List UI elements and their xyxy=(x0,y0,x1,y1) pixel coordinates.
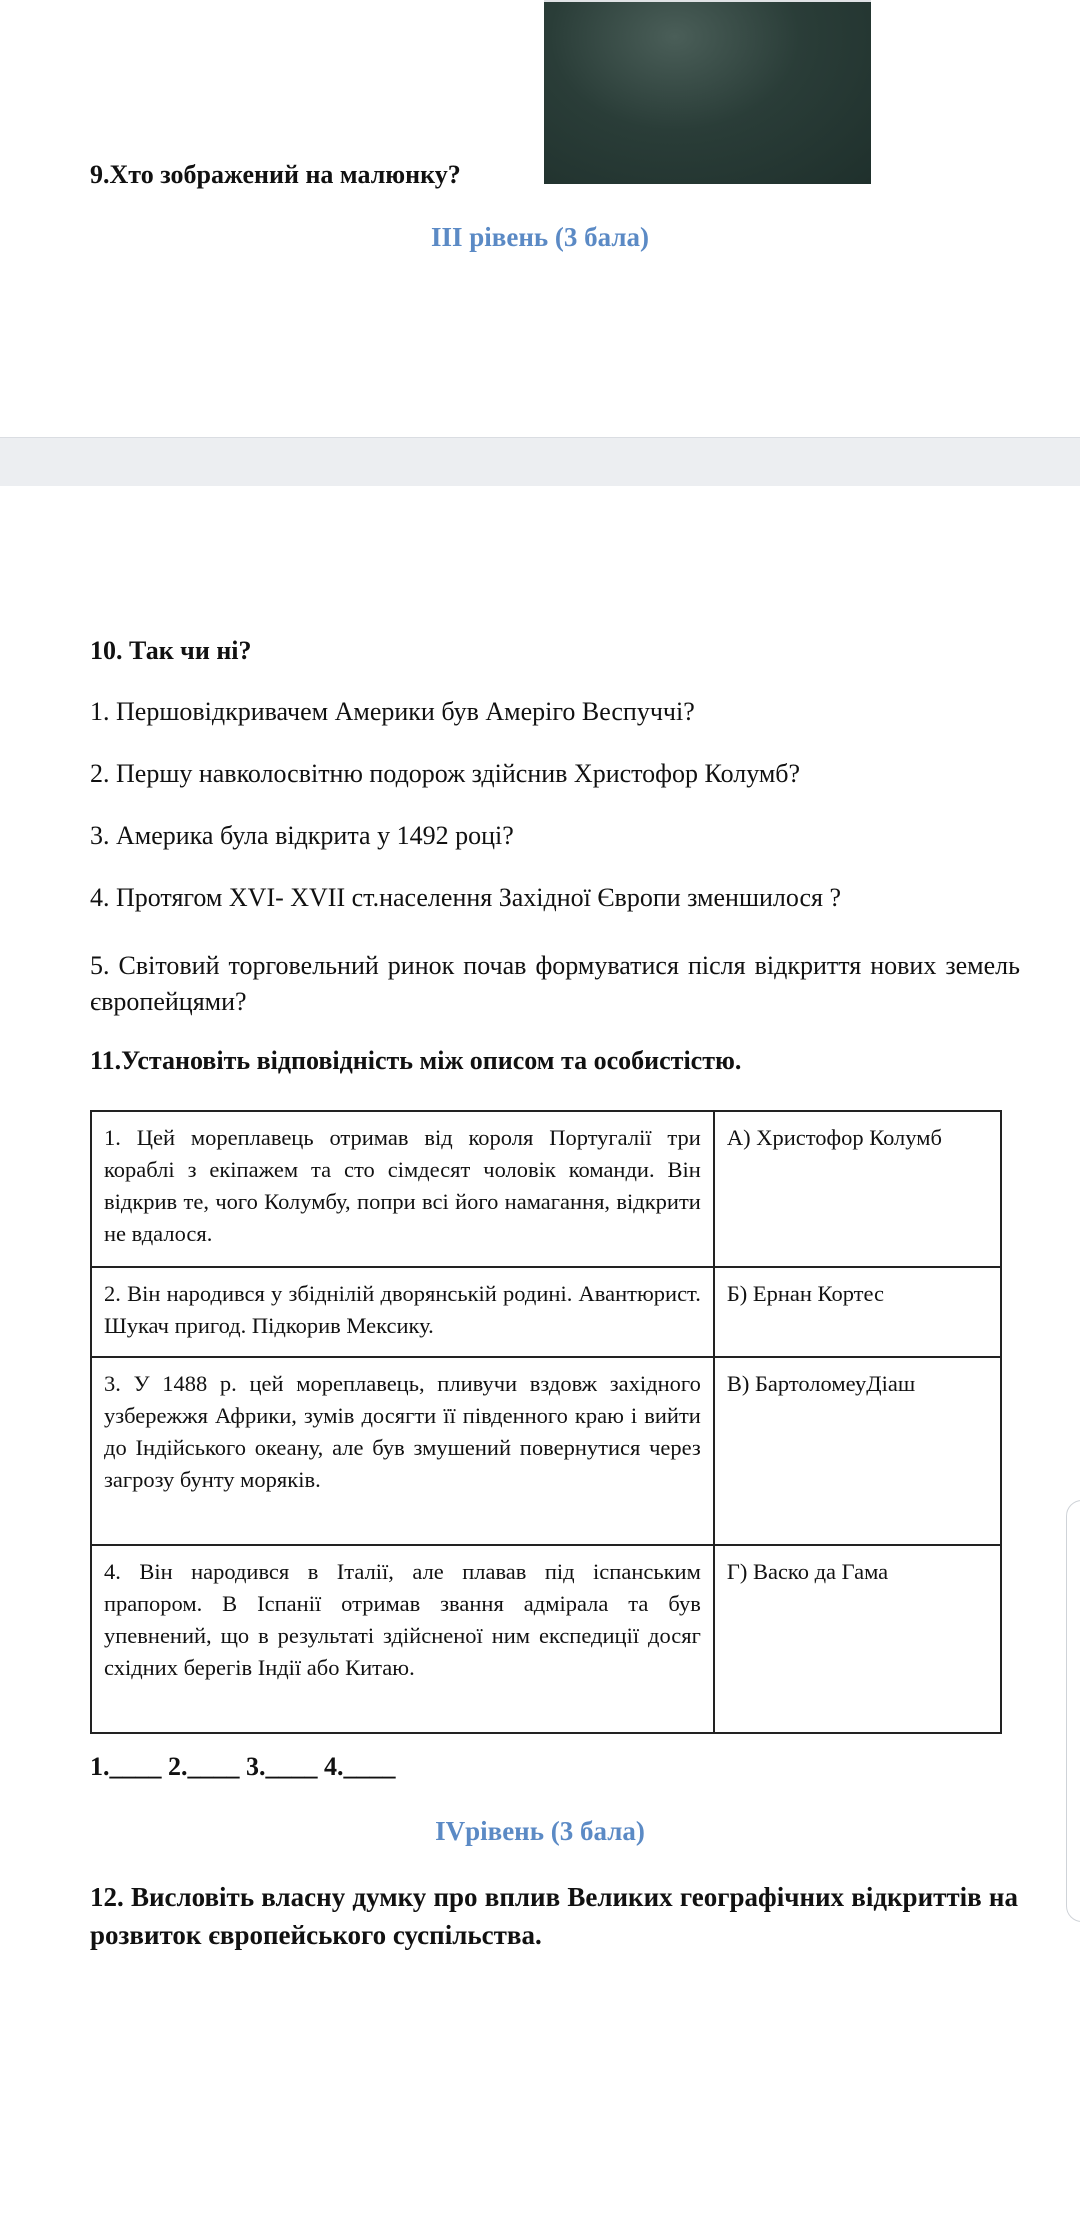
matching-table xyxy=(90,1110,1002,1734)
scrollbar-handle[interactable] xyxy=(1066,1500,1080,1922)
question-10-item: 5. Світовий торговельний ринок почав формуватися після відкриття нових земель європейцями? xyxy=(90,951,1020,1016)
table-row xyxy=(91,1357,1001,1545)
answer-blanks: 1.____ 2.____ 3.____ 4.____ xyxy=(90,1752,396,1781)
question-12: 12. Висловіть власну думку про вплив Великих географічних відкриттів на розвиток європейського суспільства. xyxy=(90,1882,1018,1950)
portrait-image xyxy=(544,0,871,184)
level-4-heading: IVрівень (3 бала) xyxy=(435,1816,645,1846)
description-cell: 4. Він народився в Італії, але плавав під іспанським прапором. В Іспанії отримав звання адмірала та був упевнений, що в результаті здійсненої ним експедиції досяг східних берегів Індії або Китаю. xyxy=(91,1545,714,1733)
document-page-1 xyxy=(0,0,1080,437)
table-row xyxy=(91,1111,1001,1267)
question-9: 9.Хто зображений на малюнку? xyxy=(90,160,461,189)
image-edge xyxy=(544,0,871,2)
document-page-2 xyxy=(0,486,1080,2220)
option-cell: В) БартоломеуДіаш xyxy=(714,1357,1001,1545)
description-cell: 3. У 1488 р. цей мореплавець, пливучи вздовж західного узбережжя Африки, зумів досягти її південного краю і вийти до Індійського океану, але був змушений повернутися через загрозу бунту моряків. xyxy=(91,1357,714,1545)
question-11-title: 11.Установіть відповідність між описом та особистістю. xyxy=(90,1046,742,1075)
question-10-item: 2. Першу навколосвітню подорож здійснив Христофор Колумб? xyxy=(90,759,801,788)
option-cell: Г) Васко да Гама xyxy=(714,1545,1001,1733)
question-10-item: 1. Першовідкривачем Америки був Амеріго Веспуччі? xyxy=(90,697,695,726)
level-3-heading: ІІІ рівень (3 бала) xyxy=(430,222,650,252)
question-10-item: 4. Протягом XVI- XVII ст.населення Західної Європи зменшилося ? xyxy=(90,883,842,912)
table-row xyxy=(91,1267,1001,1357)
table-row xyxy=(91,1545,1001,1733)
description-cell: 1. Цей мореплавець отримав від короля Португалії три кораблі з екіпажем та сто сімдесят чоловік команди. Він відкрив те, чого Колумбу, попри всі його намагання, відкрити не вдалося. xyxy=(91,1111,714,1267)
question-10-title: 10. Так чи ні? xyxy=(90,636,252,665)
question-10-item: 3. Америка була відкрита у 1492 році? xyxy=(90,821,514,850)
page-separator xyxy=(0,437,1080,487)
description-cell: 2. Він народився у збіднілій дворянській родині. Авантюрист. Шукач пригод. Підкорив Мексику. xyxy=(91,1267,714,1357)
option-cell: А) Христофор Колумб xyxy=(714,1111,1001,1267)
option-cell: Б) Ернан Кортес xyxy=(714,1267,1001,1357)
